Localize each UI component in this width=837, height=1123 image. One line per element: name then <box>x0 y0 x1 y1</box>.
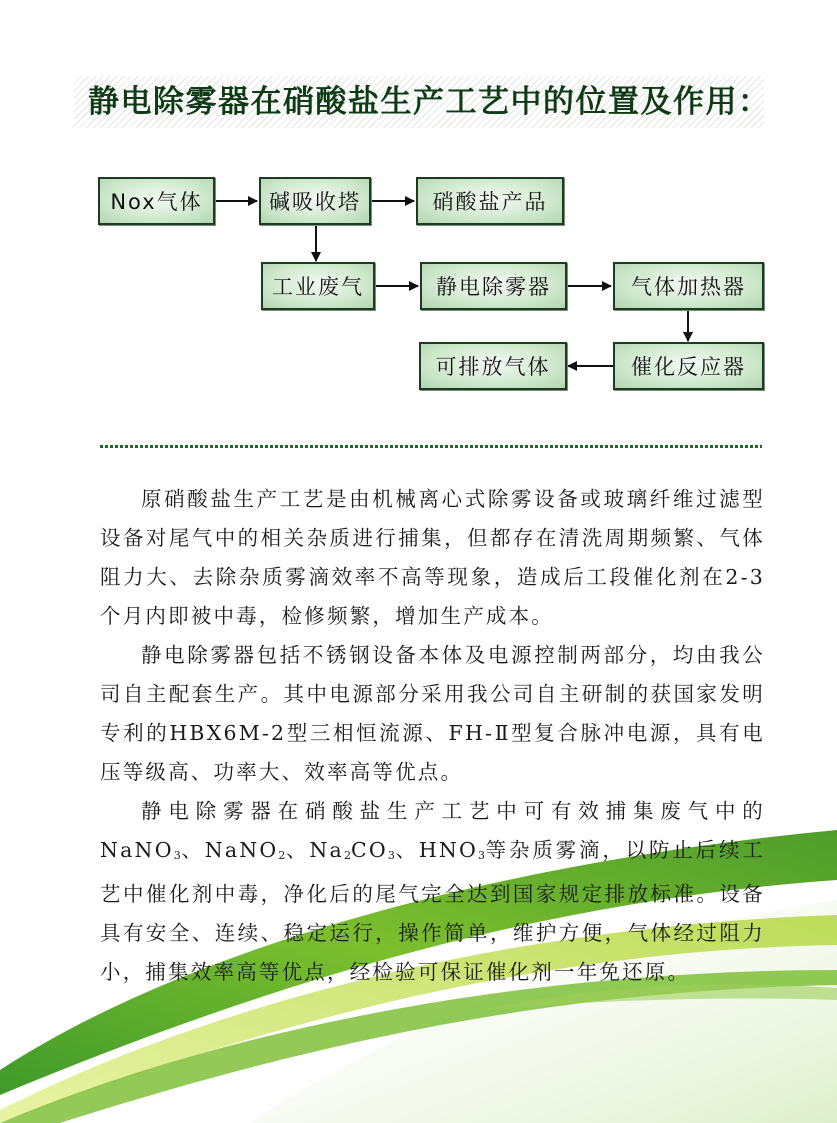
paragraph-3: 静电除雾器在硝酸盐生产工艺中可有效捕集废气中的NaNO3、NaNO2、Na2CO3、HNO3等杂质雾滴，以防止后续工艺中催化剂中毒，净化后的尾气完全达到国家规定排放标准。设备具有安全、连续、稳定运行，操作简单，维护方便，气体经过阻力小，捕集效率高等优点，经检验可保证催化剂一年免还原。 <box>100 799 766 984</box>
flow-node-esp: 静电除雾器 <box>420 262 567 310</box>
paragraph-1: 原硝酸盐生产工艺是由机械离心式除雾设备或玻璃纤维过滤型设备对尾气中的相关杂质进行捕集，但都存在清洗周期频繁、气体阻力大、去除杂质雾滴效率不高等现象，造成后工段催化剂在2-3个月内即被中毒，检修频繁，增加生产成本。 <box>100 487 765 628</box>
flow-node-reactor: 催化反应器 <box>613 342 764 390</box>
flow-node-nox: Nox气体 <box>98 177 215 225</box>
flow-node-absorber: 碱吸收塔 <box>259 177 371 225</box>
paragraph-2: 静电除雾器包括不锈钢设备本体及电源控制两部分，均由我公司自主配套生产。其中电源部分采用我公司自主研制的获国家发明专利的HBX6M-2型三相恒流源、FH-Ⅱ型复合脉冲电源，具有电压等级高、功率大、效率高等优点。 <box>100 643 765 784</box>
dotted-divider <box>100 445 762 448</box>
page-title: 静电除雾器在硝酸盐生产工艺中的位置及作用： <box>88 84 771 120</box>
body-text <box>100 480 765 992</box>
flow-node-waste: 工业废气 <box>261 262 375 310</box>
flow-node-product: 硝酸盐产品 <box>416 177 564 225</box>
flow-node-exhaust: 可排放气体 <box>419 342 567 390</box>
flow-node-heater: 气体加热器 <box>613 262 764 310</box>
